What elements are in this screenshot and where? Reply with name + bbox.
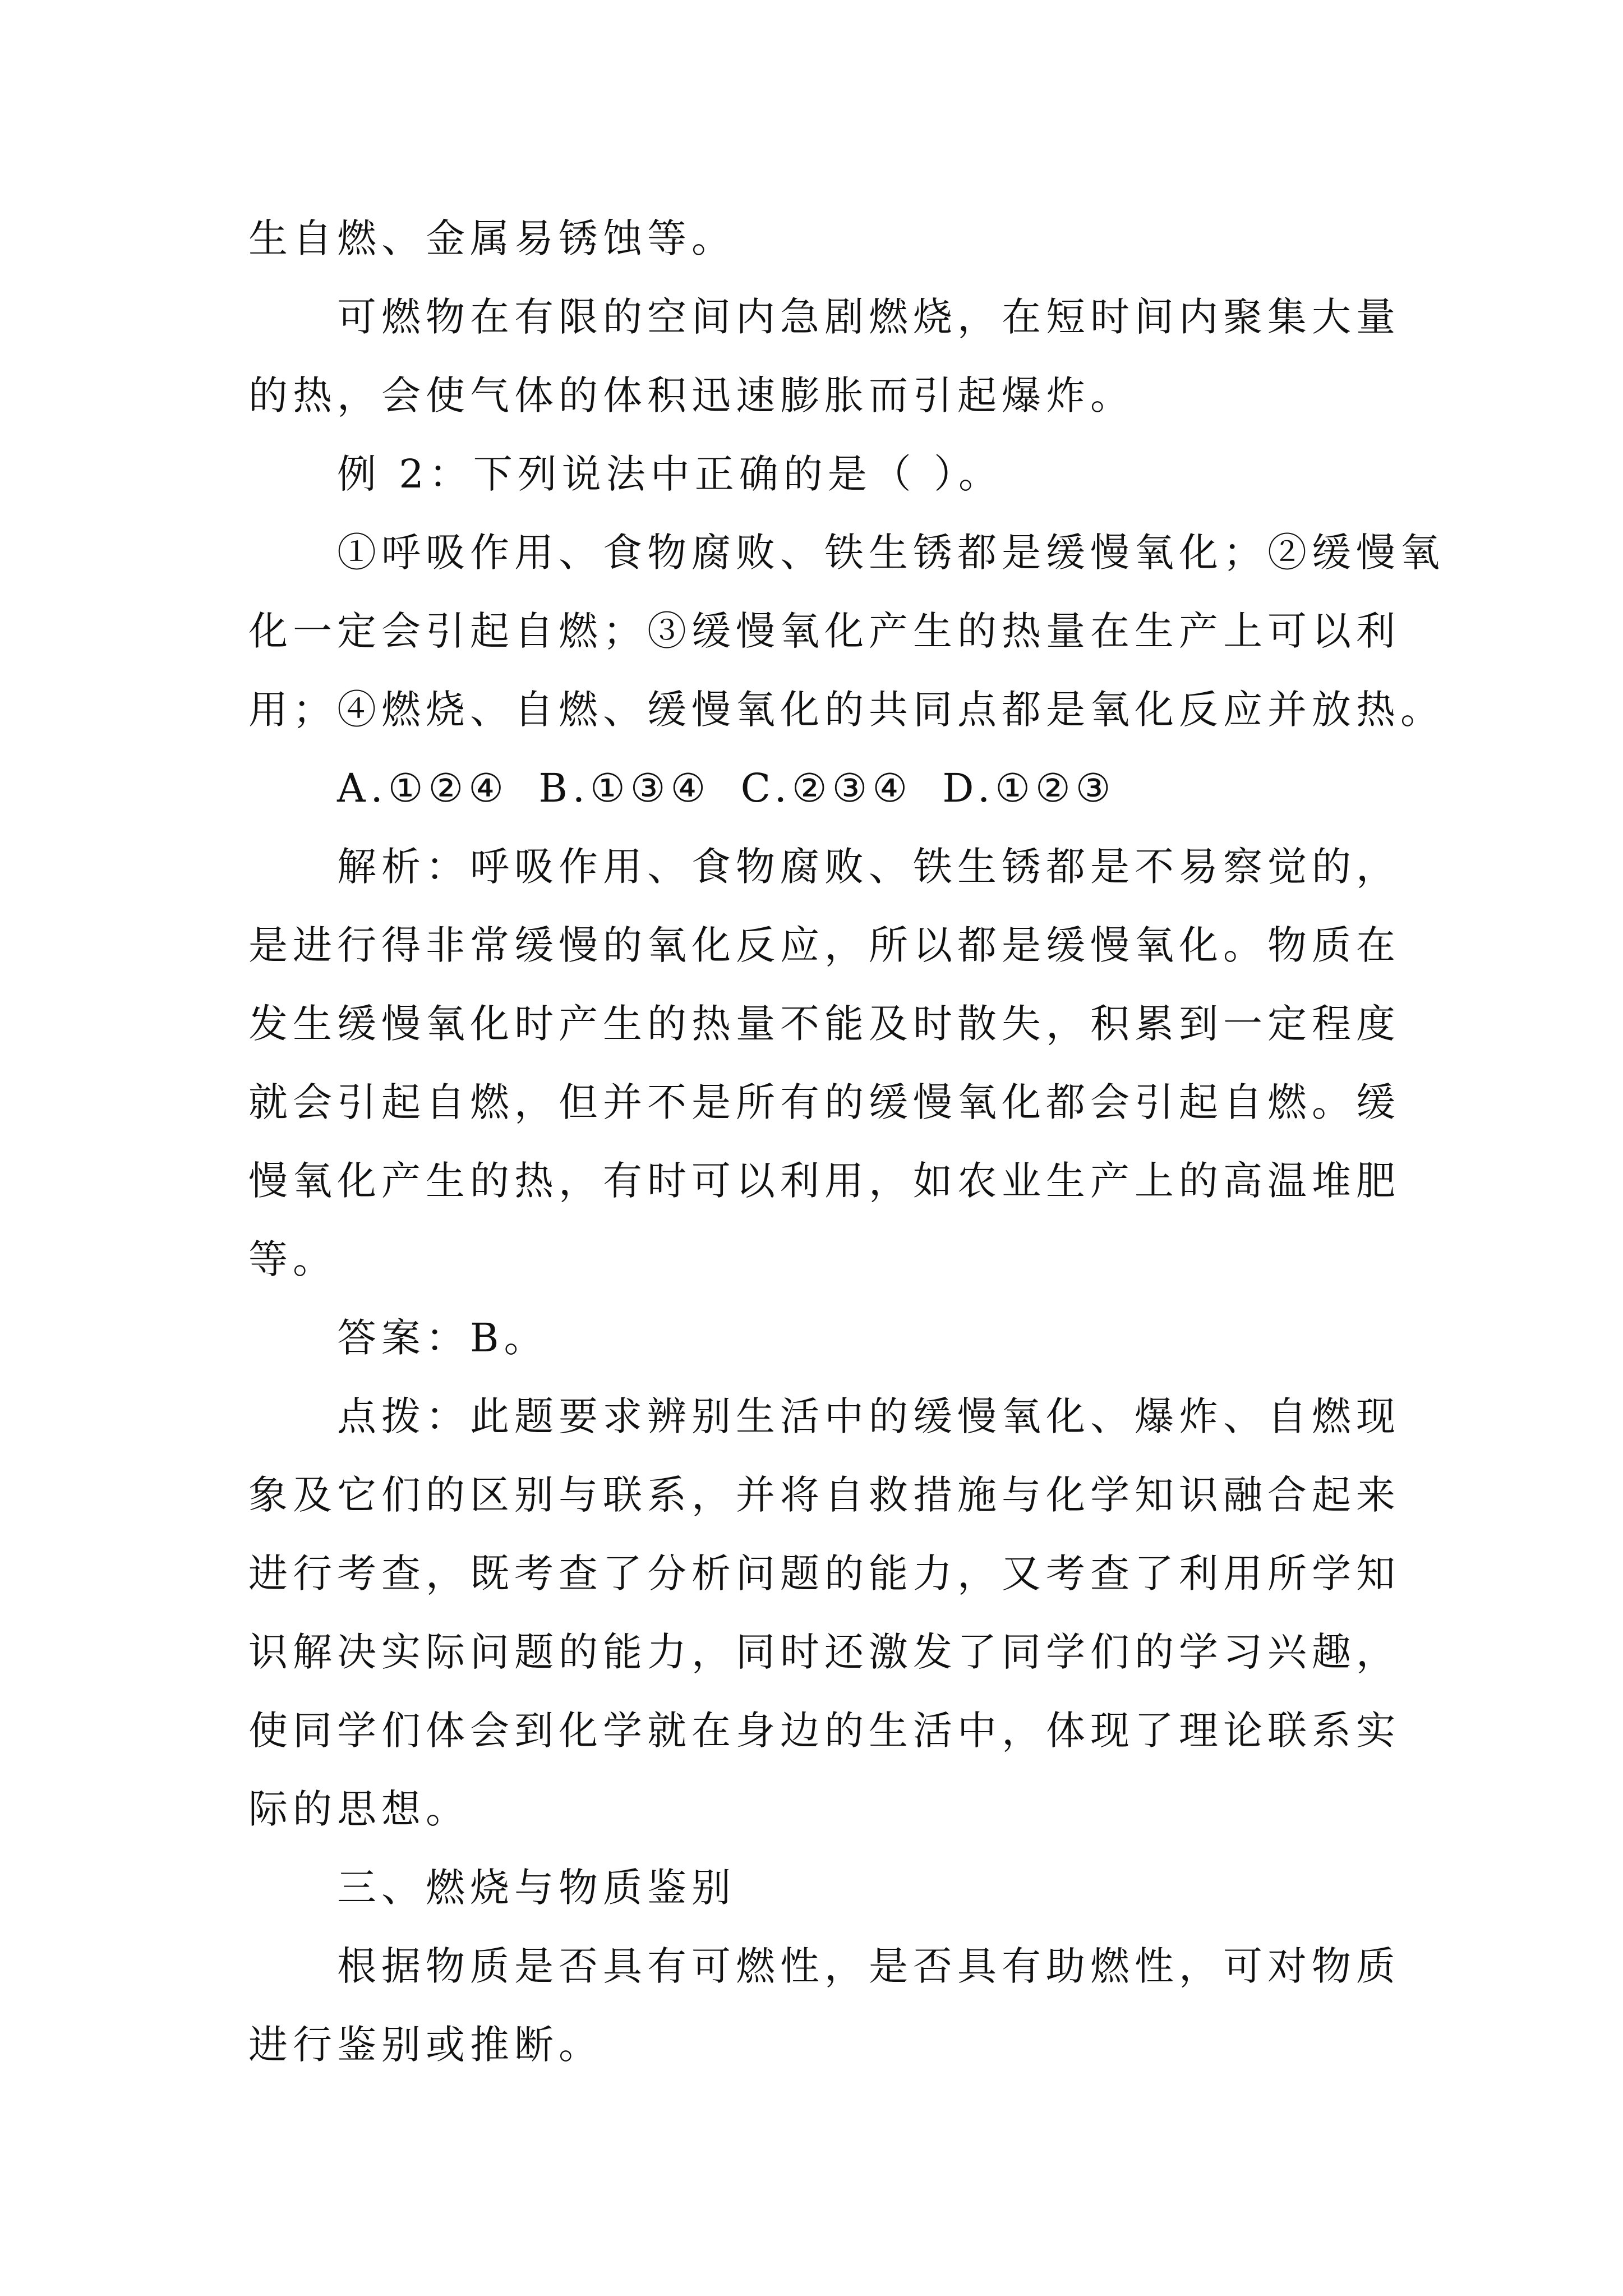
text-line: 点拨：此题要求辨别生活中的缓慢氧化、爆炸、自燃现 [337, 1393, 1400, 1439]
section-heading [248, 1848, 1393, 1927]
identification-paragraph [248, 1927, 1400, 2084]
answer-options [248, 749, 1393, 827]
text-line: 识解决实际问题的能力，同时还激发了同学们的学习兴趣， [248, 1629, 1400, 1675]
text-line: 可燃物在有限的空间内急剧燃烧，在短时间内聚集大量 [337, 294, 1400, 340]
text-line: 用；④燃烧、自燃、缓慢氧化的共同点都是氧化反应并放热。 [248, 687, 1445, 733]
option-a: A.①②④ [337, 765, 509, 811]
text-line: 化一定会引起自燃；③缓慢氧化产生的热量在生产上可以利 [248, 608, 1400, 654]
text-line: 象及它们的区别与联系，并将自救措施与化学知识融合起来 [248, 1472, 1400, 1518]
text-line: 解析：呼吸作用、食物腐败、铁生锈都是不易察觉的， [337, 844, 1400, 890]
example-statements [248, 513, 1445, 749]
text-line: 发生缓慢氧化时产生的热量不能及时散失，积累到一定程度 [248, 1001, 1400, 1047]
text-line: 就会引起自燃，但并不是所有的缓慢氧化都会引起自燃。缓 [248, 1079, 1400, 1125]
option-d: D.①②③ [942, 765, 1116, 811]
text-line: 的热，会使气体的体积迅速膨胀而引起爆炸。 [248, 372, 1135, 418]
text-line: 进行鉴别或推断。 [248, 2022, 603, 2068]
analysis-paragraph [248, 827, 1400, 1299]
tips-paragraph [248, 1377, 1400, 1848]
option-c: C.②③④ [740, 765, 913, 811]
example-heading [248, 435, 1393, 513]
text-line: 慢氧化产生的热，有时可以利用，如农业生产上的高温堆肥 [248, 1158, 1400, 1204]
text-line: 例 2：下列说法中正确的是（ ）。 [337, 451, 1003, 497]
answer-paragraph [248, 1299, 1393, 1377]
text-line: 进行考查，既考查了分析问题的能力，又考查了利用所学知 [248, 1550, 1400, 1596]
text-line: 三、燃烧与物质鉴别 [337, 1865, 736, 1911]
paragraph-continuation [248, 199, 1393, 278]
document-body [248, 199, 1445, 2084]
text-line: ①呼吸作用、食物腐败、铁生锈都是缓慢氧化；②缓慢氧 [337, 530, 1445, 576]
text-line: 答案：B。 [337, 1315, 548, 1361]
text-line: 生自燃、金属易锈蚀等。 [248, 215, 736, 261]
text-line: 等。 [248, 1236, 337, 1282]
text-line: 际的思想。 [248, 1786, 470, 1832]
text-line: 是进行得非常缓慢的氧化反应，所以都是缓慢氧化。物质在 [248, 922, 1400, 968]
option-b: B.①③④ [538, 765, 711, 811]
paragraph-explosion [248, 278, 1400, 435]
text-line: 根据物质是否具有可燃性，是否具有助燃性，可对物质 [337, 1943, 1400, 1989]
text-line: 使同学们体会到化学就在身边的生活中，体现了理论联系实 [248, 1708, 1400, 1754]
